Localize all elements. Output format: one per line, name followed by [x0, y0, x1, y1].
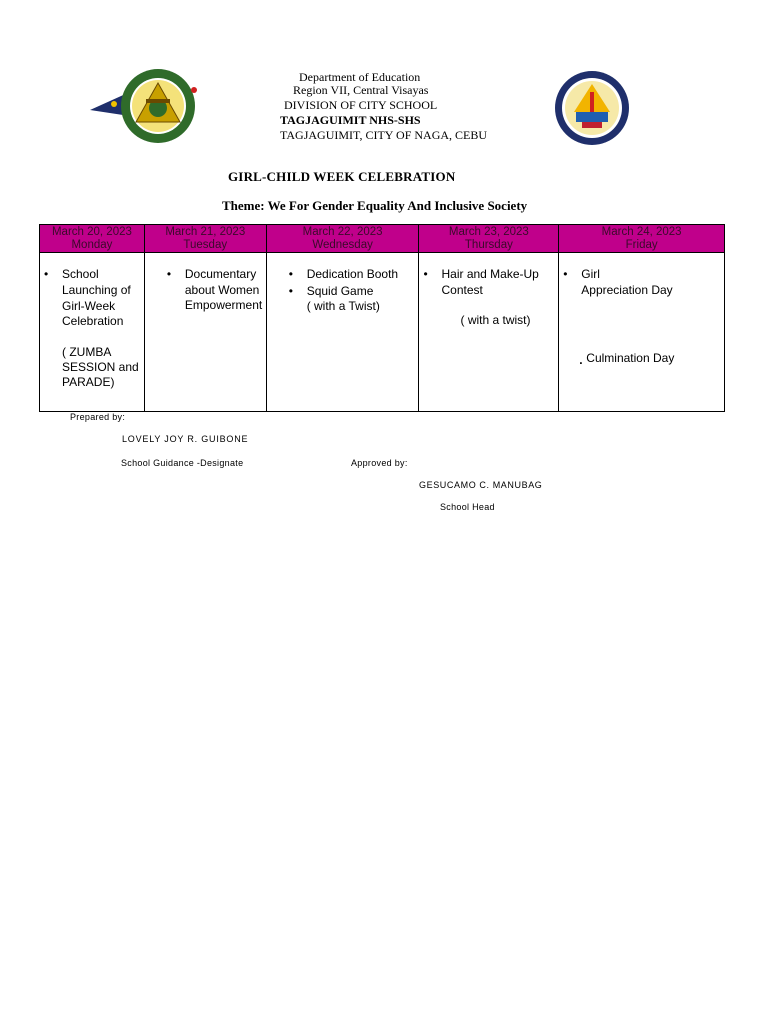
- activity-line: School: [62, 267, 99, 281]
- activity-line: Squid Game: [306, 284, 374, 298]
- division-seal-logo: [90, 66, 200, 146]
- bullet-icon: •: [423, 267, 428, 281]
- document-title: GIRL-CHILD WEEK CELEBRATION: [228, 169, 456, 184]
- activity-line: Appreciation Day: [581, 283, 673, 297]
- cell-tuesday: [144, 253, 266, 412]
- activity-line: Culmination Day: [586, 351, 675, 365]
- bullet-icon: •: [44, 267, 49, 281]
- date-label: March 24, 2023: [601, 225, 682, 238]
- table-body-row: [40, 253, 725, 412]
- cell-thursday: [419, 253, 559, 412]
- table-header-row: [40, 225, 725, 253]
- activity-line: PARADE): [62, 375, 115, 389]
- cell-wednesday: [266, 253, 419, 412]
- day-header-tuesday: [144, 225, 266, 253]
- activity-line: Launching of: [62, 283, 131, 297]
- header-department: Department of Education: [299, 70, 421, 84]
- day-label: Thursday: [464, 238, 513, 251]
- preparer-title: School Guidance -Designate: [121, 458, 244, 468]
- approver-name: GESUCAMO C. MANUBAG: [419, 480, 543, 490]
- day-header-monday: [40, 225, 145, 253]
- activity-line: SESSION and: [62, 360, 139, 374]
- prepared-by-label: Prepared by:: [70, 412, 126, 422]
- day-label: Friday: [625, 238, 658, 251]
- activity-line: ( with a twist): [460, 313, 531, 327]
- bullet-icon: .: [579, 353, 583, 367]
- activity-line: Empowerment: [184, 298, 263, 312]
- day-header-wednesday: [266, 225, 419, 253]
- bullet-icon: •: [288, 267, 293, 281]
- activity-line: about Women: [184, 283, 260, 297]
- bullet-icon: •: [166, 267, 172, 281]
- activity-line: Hair and Make-Up: [441, 267, 539, 281]
- activity-line: Celebration: [62, 314, 124, 328]
- cell-monday: [40, 253, 145, 412]
- day-label: Tuesday: [183, 238, 228, 251]
- schedule-table: [39, 224, 725, 412]
- date-label: March 20, 2023: [51, 225, 132, 238]
- day-label: Wednesday: [312, 238, 373, 251]
- document-theme: Theme: We For Gender Equality And Inclusive Society: [222, 198, 528, 213]
- activity-line: Contest: [441, 283, 483, 297]
- activity-line: Girl: [581, 267, 600, 281]
- header-address: TAGJAGUIMIT, CITY OF NAGA, CEBU: [280, 128, 488, 142]
- day-label: Monday: [71, 238, 113, 251]
- day-header-thursday: [419, 225, 559, 253]
- preparer-name: LOVELY JOY R. GUIBONE: [122, 434, 249, 444]
- date-label: March 22, 2023: [302, 225, 383, 238]
- header-region: Region VII, Central Visayas: [293, 83, 429, 97]
- approved-by-label: Approved by:: [351, 458, 408, 468]
- activity-line: Girl-Week: [62, 299, 116, 313]
- day-header-friday: [559, 225, 725, 253]
- date-label: March 21, 2023: [165, 225, 246, 238]
- bullet-icon: •: [563, 267, 568, 281]
- activity-line: ( with a Twist): [306, 299, 380, 313]
- header-division: DIVISION OF CITY SCHOOL: [284, 98, 438, 112]
- school-seal-logo: [552, 70, 632, 146]
- activity-line: Dedication Booth: [306, 267, 399, 281]
- approver-title: School Head: [440, 502, 495, 512]
- activity-line: Documentary: [184, 267, 257, 281]
- header-school-name: TAGJAGUIMIT NHS-SHS: [280, 113, 421, 127]
- activity-line: ( ZUMBA: [62, 345, 112, 359]
- cell-friday: [559, 253, 725, 412]
- date-label: March 23, 2023: [448, 225, 529, 238]
- bullet-icon: •: [288, 284, 293, 298]
